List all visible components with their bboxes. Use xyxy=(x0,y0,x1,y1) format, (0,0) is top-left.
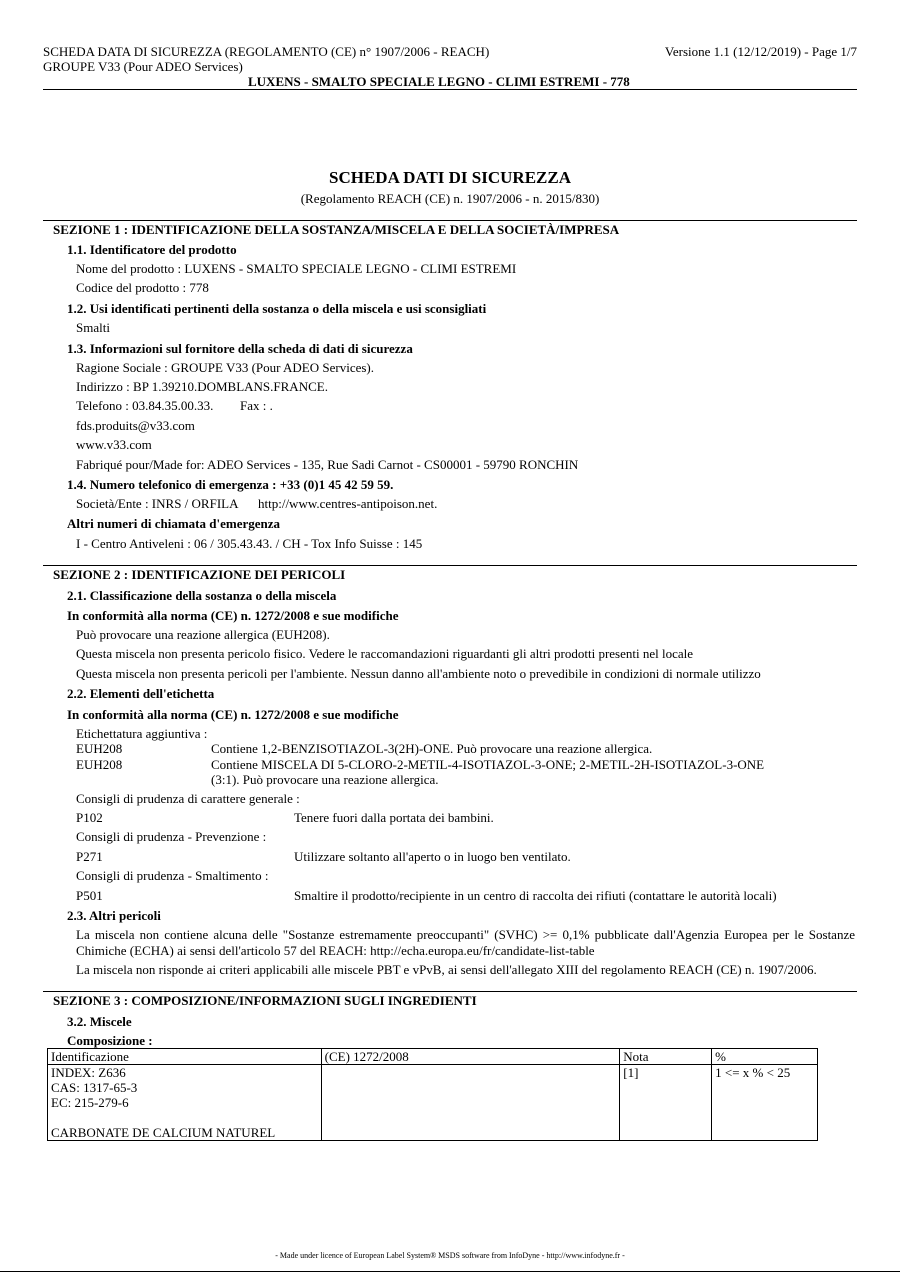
percent-cell: 1 <= x % < 25 xyxy=(712,1065,818,1141)
subsection-1-3-heading: 1.3. Informazioni sul fornitore della scheda di dati di sicurezza xyxy=(67,341,413,356)
p102-code: P102 xyxy=(76,810,103,825)
other-emergency-numbers: I - Centro Antiveleni : 06 / 305.43.43. / CH - Tox Info Suisse : 145 xyxy=(76,536,423,551)
euh208-code-1: EUH208 xyxy=(76,741,123,756)
header-rule xyxy=(43,89,857,90)
p271-text: Utilizzare soltanto all'aperto o in luogo ben ventilato. xyxy=(294,849,571,864)
section-1-heading: SEZIONE 1 : IDENTIFICAZIONE DELLA SOSTANZA/MISCELA E DELLA SOCIETÀ/IMPRESA xyxy=(53,222,620,237)
document-title: SCHEDA DATI DI SICUREZZA xyxy=(329,168,571,187)
p501-text: Smaltire il prodotto/recipiente in un centro di raccolta dei rifiuti (contattare le autorità locali) xyxy=(294,888,777,903)
conformity-note-2: In conformità alla norma (CE) n. 1272/2008 e sue modifiche xyxy=(67,707,399,722)
section-2-rule xyxy=(43,565,857,566)
footer-license: - Made under licence of European Label System® MSDS software from InfoDyne - http://www.infodyne.fr - xyxy=(275,1251,625,1260)
header-regulation: SCHEDA DATA DI SICUREZZA (REGOLAMENTO (CE) n° 1907/2006 - REACH) xyxy=(43,44,490,59)
product-use: Smalti xyxy=(76,320,110,335)
other-emergency-heading: Altri numeri di chiamata d'emergenza xyxy=(67,516,281,531)
svhc-statement: La miscela non contiene alcuna delle "Sostanze estremamente preoccupanti" (SVHC) >= 0,1% pubblicate dall'Agenzia Europea per le Sostanze Chimiche (ECHA) ai sensi dell'articolo 57 del REACH: http://echa.europa.eu/fr/candidate-list-table xyxy=(76,927,855,958)
made-for: Fabriqué pour/Made for: ADEO Services - 135, Rue Sadi Carnot - CS00001 - 59790 RONCHIN xyxy=(76,457,579,472)
header-product: LUXENS - SMALTO SPECIALE LEGNO - CLIMI ESTREMI - 778 xyxy=(248,74,630,89)
section-2-heading: SEZIONE 2 : IDENTIFICAZIONE DEI PERICOLI xyxy=(53,567,346,582)
col-header-percent: % xyxy=(712,1049,818,1065)
classification-line-2: Questa miscela non presenta pericolo fisico. Vedere le raccomandazioni riguardanti gli altri prodotti presenti nel locale xyxy=(76,646,694,661)
general-precautions-label: Consigli di prudenza di carattere generale : xyxy=(76,791,300,806)
table-header-row xyxy=(48,1049,818,1065)
subsection-1-2-heading: 1.2. Usi identificati pertinenti della sostanza o della miscela e usi sconsigliati xyxy=(67,301,487,316)
section-3-heading: SEZIONE 3 : COMPOSIZIONE/INFORMAZIONI SUGLI INGREDIENTI xyxy=(53,993,477,1008)
section-3-rule xyxy=(43,991,857,992)
subsection-2-3-heading: 2.3. Altri pericoli xyxy=(67,908,161,923)
composition-table xyxy=(47,1048,818,1141)
supplier-company: Ragione Sociale : GROUPE V33 (Pour ADEO Services). xyxy=(76,360,375,375)
note-cell: [1] xyxy=(620,1065,712,1141)
classification-line-1: Può provocare una reazione allergica (EUH208). xyxy=(76,627,330,642)
product-code: Codice del prodotto : 778 xyxy=(76,280,209,295)
subsection-2-1-heading: 2.1. Classificazione della sostanza o della miscela xyxy=(67,588,337,603)
document-subtitle: (Regolamento REACH (CE) n. 1907/2006 - n. 2015/830) xyxy=(300,191,600,206)
supplier-website: www.v33.com xyxy=(76,437,152,452)
pbt-statement: La miscela non risponde ai criteri applicabili alle miscele PBT e vPvB, ai sensi dell'allegato XIII del regolamento REACH (CE) n. 1907/2006. xyxy=(76,962,817,977)
footer-rule xyxy=(0,1271,900,1272)
cas-number: CAS: 1317-65-3 xyxy=(51,1080,138,1095)
col-header-note: Nota xyxy=(620,1049,712,1065)
supplier-phone: Telefono : 03.84.35.00.33. xyxy=(76,398,214,413)
disposal-label: Consigli di prudenza - Smaltimento : xyxy=(76,868,269,883)
euh208-text-2a: Contiene MISCELA DI 5-CLORO-2-METIL-4-ISOTIAZOL-3-ONE; 2-METIL-2H-ISOTIAZOL-3-ONE xyxy=(211,757,765,772)
prevention-label: Consigli di prudenza - Prevenzione : xyxy=(76,829,267,844)
header-company: GROUPE V33 (Pour ADEO Services) xyxy=(43,59,243,74)
euh208-text-2b: (3:1). Può provocare una reazione allergica. xyxy=(211,772,439,787)
header-version-page: Versione 1.1 (12/12/2019) - Page 1/7 xyxy=(664,44,857,59)
classification-line-3: Questa miscela non presenta pericoli per l'ambiente. Nessun danno all'ambiente noto o prevedibile in condizioni di normale utilizzo xyxy=(76,666,761,681)
index-number: INDEX: Z636 xyxy=(51,1065,126,1080)
table-row xyxy=(48,1065,818,1141)
ec-number: EC: 215-279-6 xyxy=(51,1095,129,1110)
supplier-email: fds.produits@v33.com xyxy=(76,418,195,433)
supplier-address: Indirizzo : BP 1.39210.DOMBLANS.FRANCE. xyxy=(76,379,328,394)
conformity-note-1: In conformità alla norma (CE) n. 1272/2008 e sue modifiche xyxy=(67,608,399,623)
composition-label: Composizione : xyxy=(67,1033,153,1048)
clp-cell xyxy=(321,1065,620,1141)
col-header-identification: Identificazione xyxy=(48,1049,322,1065)
euh208-code-2: EUH208 xyxy=(76,757,123,772)
substance-name: CARBONATE DE CALCIUM NATUREL xyxy=(51,1125,276,1140)
identification-cell xyxy=(48,1065,322,1141)
p271-code: P271 xyxy=(76,849,103,864)
p102-text: Tenere fuori dalla portata dei bambini. xyxy=(294,810,494,825)
emergency-entity: Società/Ente : INRS / ORFILA xyxy=(76,496,239,511)
supplier-fax: Fax : . xyxy=(240,398,273,413)
euh208-text-1: Contiene 1,2-BENZISOTIAZOL-3(2H)-ONE. Può provocare una reazione allergica. xyxy=(211,741,653,756)
subsection-2-2-heading: 2.2. Elementi dell'etichetta xyxy=(67,686,215,701)
emergency-entity-url: http://www.centres-antipoison.net. xyxy=(258,496,438,511)
col-header-clp: (CE) 1272/2008 xyxy=(321,1049,620,1065)
additional-labelling: Etichettatura aggiuntiva : xyxy=(76,726,208,741)
cell-spacer xyxy=(51,1110,318,1125)
subsection-3-2-heading: 3.2. Miscele xyxy=(67,1014,132,1029)
subsection-1-1-heading: 1.1. Identificatore del prodotto xyxy=(67,242,237,257)
p501-code: P501 xyxy=(76,888,103,903)
product-name: Nome del prodotto : LUXENS - SMALTO SPECIALE LEGNO - CLIMI ESTREMI xyxy=(76,261,517,276)
section-1-rule xyxy=(43,220,857,221)
subsection-1-4-heading: 1.4. Numero telefonico di emergenza : +33 (0)1 45 42 59 59. xyxy=(67,477,394,492)
